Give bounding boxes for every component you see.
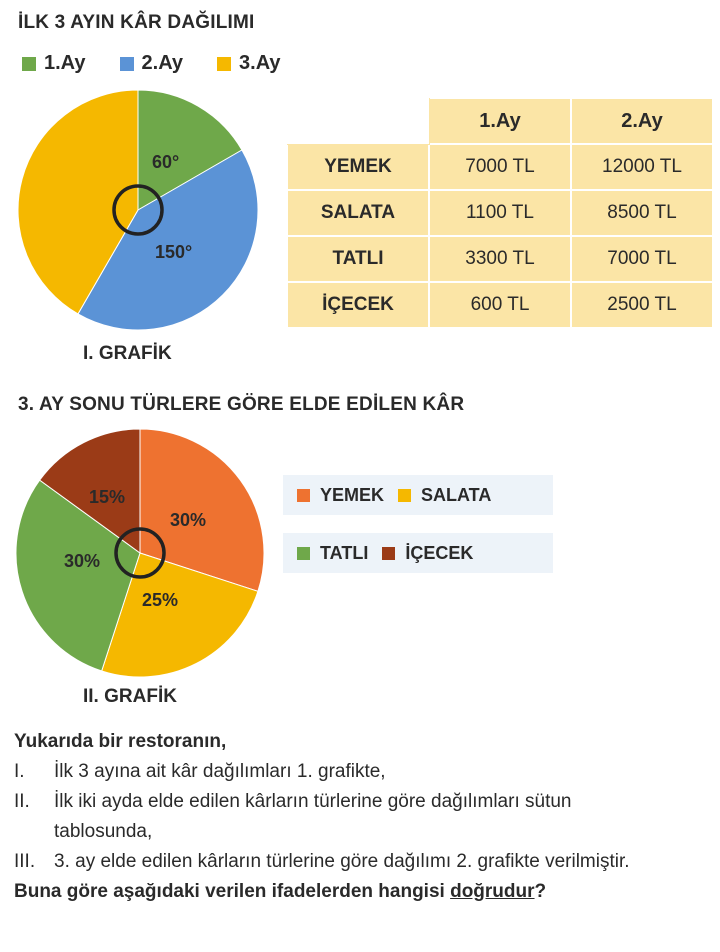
table-corner: [287, 98, 429, 144]
pie-chart-1: [0, 80, 290, 350]
legend-label-salata: SALATA: [421, 484, 492, 505]
table-row-header: TATLI: [287, 236, 429, 282]
legend-swatch-ay2: [120, 57, 134, 71]
list-item: [14, 787, 714, 847]
pie2-label-icecek: 15%: [89, 487, 126, 507]
legend-swatch-salata: [398, 489, 411, 502]
list-item-number: III.: [14, 851, 36, 872]
legend-item-yemek: [297, 485, 384, 506]
table-cell: 1100 TL: [429, 190, 571, 236]
table-row: [287, 144, 713, 190]
legend-swatch-ay1: [22, 57, 36, 71]
question-intro: Yukarıda bir restoranın,: [14, 731, 227, 752]
list-item-number: II.: [14, 791, 30, 812]
pie2-label-salata: 25%: [142, 590, 179, 610]
table-cell: 2500 TL: [571, 282, 713, 328]
pie-chart-2: [0, 420, 290, 680]
legend-label-ay2: 2.Ay: [141, 52, 184, 74]
chart2-legend-top: [283, 475, 553, 515]
table-row-header: İÇECEK: [287, 282, 429, 328]
legend-label-ay3: 3.Ay: [239, 52, 281, 74]
table-cell: 3300 TL: [429, 236, 571, 282]
chart1-legend: [22, 52, 281, 75]
question-prompt: [14, 877, 714, 907]
legend-item-ay3: [217, 52, 281, 75]
legend-label-tatli: TATLI: [320, 542, 369, 563]
table-row: [287, 190, 713, 236]
legend-item-salata: [398, 485, 491, 506]
table-cell: 7000 TL: [429, 144, 571, 190]
list-item: [14, 757, 714, 787]
legend-swatch-tatli: [297, 547, 310, 560]
list-item-number: I.: [14, 761, 25, 782]
legend-label-ay1: 1.Ay: [44, 52, 86, 74]
table-row-header: SALATA: [287, 190, 429, 236]
table-cell: 600 TL: [429, 282, 571, 328]
list-item-text: İlk iki ayda elde edilen kârların türlerine göre dağılımları sütun tablosunda,: [54, 791, 572, 842]
table-header-ay2: 2.Ay: [571, 98, 713, 144]
list-item-text: 3. ay elde edilen kârların türlerine göre dağılımı 2. grafikte verilmiştir.: [54, 851, 630, 872]
list-item: [14, 847, 714, 877]
legend-swatch-icecek: [382, 547, 395, 560]
question-prompt-prefix: Buna göre aşağıdaki verilen ifadelerden hangisi: [14, 881, 451, 902]
profit-table: [286, 97, 714, 329]
pie1-label-ay1: 60°: [152, 152, 180, 172]
table-header-ay1: 1.Ay: [429, 98, 571, 144]
question-prompt-suffix: ?: [534, 881, 547, 902]
chart1-title: İLK 3 AYIN KÂR DAĞILIMI: [18, 12, 255, 33]
question-text: [14, 727, 714, 907]
table-cell: 7000 TL: [571, 236, 713, 282]
pie2-label-tatli: 30%: [64, 551, 101, 571]
legend-label-yemek: YEMEK: [320, 484, 385, 505]
table-row-header: YEMEK: [287, 144, 429, 190]
pie2-label-yemek: 30%: [170, 510, 207, 530]
table-row: [287, 282, 713, 328]
legend-swatch-yemek: [297, 489, 310, 502]
question-prompt-underlined: doğrudur: [450, 881, 535, 902]
table-cell: 12000 TL: [571, 144, 713, 190]
legend-item-ay2: [120, 52, 184, 75]
legend-swatch-ay3: [217, 57, 231, 71]
legend-item-icecek: [382, 543, 473, 564]
legend-item-tatli: [297, 543, 368, 564]
pie1-slices: [18, 90, 258, 330]
legend-label-icecek: İÇECEK: [405, 542, 474, 563]
pie1-label-ay2: 150°: [155, 242, 193, 262]
chart2-title: 3. AY SONU TÜRLERE GÖRE ELDE EDİLEN KÂR: [18, 394, 465, 415]
table-header-row: [287, 98, 713, 144]
table-row: [287, 236, 713, 282]
chart2-caption: II. GRAFİK: [83, 686, 177, 707]
chart2-legend-bottom: [283, 533, 553, 573]
table-cell: 8500 TL: [571, 190, 713, 236]
chart1-caption: I. GRAFİK: [83, 343, 172, 364]
pie2-slices: [16, 429, 264, 677]
list-item-text: İlk 3 ayına ait kâr dağılımları 1. grafikte,: [54, 761, 386, 782]
legend-item-ay1: [22, 52, 86, 75]
